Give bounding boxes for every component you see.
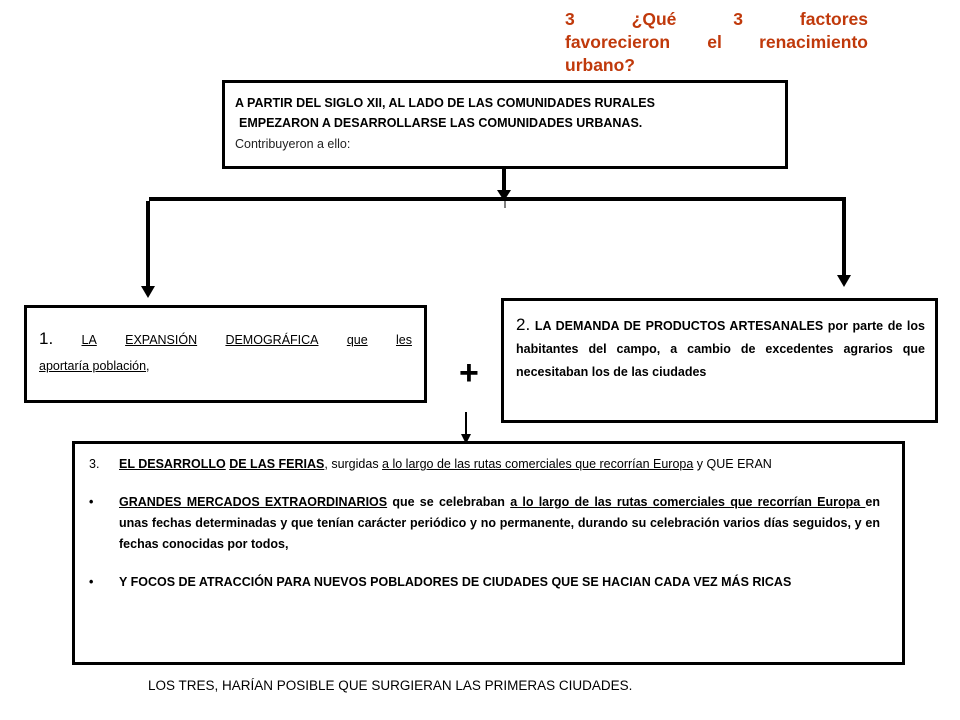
bullet-1-text xyxy=(119,492,880,555)
question-line-3: urbano? xyxy=(565,55,635,75)
question-line-1: 3 ¿Qué 3 factores xyxy=(565,9,868,29)
intro-line-3: Contribuyeron a ello: xyxy=(235,137,351,151)
bullet-2-text: Y FOCOS DE ATRACCIÓN PARA NUEVOS POBLADORES DE CIUDADES QUE SE HACIAN CADA VEZ MÁS RICAS xyxy=(119,575,792,589)
factor-3-box xyxy=(72,441,905,665)
factor-1-box xyxy=(24,305,427,403)
bullet-1-rest: en unas fechas determinadas y que tenían carácter periódico y no permanente, durando su celebración varios días seguidos, y en fechas conocidas por todos, xyxy=(119,495,880,551)
factor-1-word: les xyxy=(395,333,412,347)
footer-conclusion: LOS TRES, HARÍAN POSIBLE QUE SURGIERAN LAS PRIMERAS CIUDADES. xyxy=(148,678,633,693)
bullet-1-title: GRANDES MERCADOS EXTRAORDINARIOS xyxy=(119,495,388,509)
factor-1-line-2 xyxy=(39,353,412,379)
factor-1-number: 1. xyxy=(39,329,54,348)
factor-2-text: LA DEMANDA DE PRODUCTOS ARTESANALES por parte de los habitantes del campo, a cambio de excedentes agrarios que necesitaban los de las ciudades xyxy=(516,319,925,379)
bullet-2 xyxy=(89,572,880,593)
factor-1-line-2-text: aportaría población xyxy=(39,359,147,373)
factor-3-item xyxy=(89,454,880,475)
factor-3-mid: , surgidas xyxy=(324,457,383,471)
bullet-2-marker: • xyxy=(89,575,94,589)
intro-line-2: EMPEZARON A DESARROLLARSE LAS COMUNIDADES URBANAS. xyxy=(239,116,643,130)
factor-1-word: EXPANSIÓN xyxy=(125,333,198,347)
intro-line-1: A PARTIR DEL SIGLO XII, AL LADO DE LAS COMUNIDADES RURALES xyxy=(235,96,655,110)
factor-3-title-a: EL DESARROLLO xyxy=(119,457,226,471)
factor-1-word: DEMOGRÁFICA xyxy=(225,333,319,347)
intro-box xyxy=(222,80,788,169)
factor-1-line-1 xyxy=(39,326,412,353)
factor-1-line-2-tail: , xyxy=(146,359,150,373)
plus-sign: + xyxy=(459,354,479,392)
left-arrowhead xyxy=(141,286,155,298)
question-heading xyxy=(565,8,868,77)
factor-1-word: LA xyxy=(81,333,97,347)
factor-2-number: 2. xyxy=(516,315,531,334)
factor-3-route: a lo largo de las rutas comerciales que recorrían Europa xyxy=(382,457,694,471)
right-arrowhead xyxy=(837,275,851,287)
factor-3-tail: y QUE ERAN xyxy=(693,457,772,471)
factor-3-text xyxy=(119,454,880,475)
question-line-2: favorecieron el renacimiento xyxy=(565,32,868,52)
factor-2-box xyxy=(501,298,938,423)
factor-3-marker: 3. xyxy=(89,457,100,471)
bullet-1 xyxy=(89,492,880,555)
factor-1-word: que xyxy=(346,333,368,347)
bullet-1-marker: • xyxy=(89,495,94,509)
bullet-1-route: a lo largo de las rutas comerciales que recorrían Europa xyxy=(510,495,866,509)
factor-3-title-b: DE LAS FERIAS xyxy=(229,457,325,471)
bullet-1-mid: que se celebraban xyxy=(387,495,511,509)
